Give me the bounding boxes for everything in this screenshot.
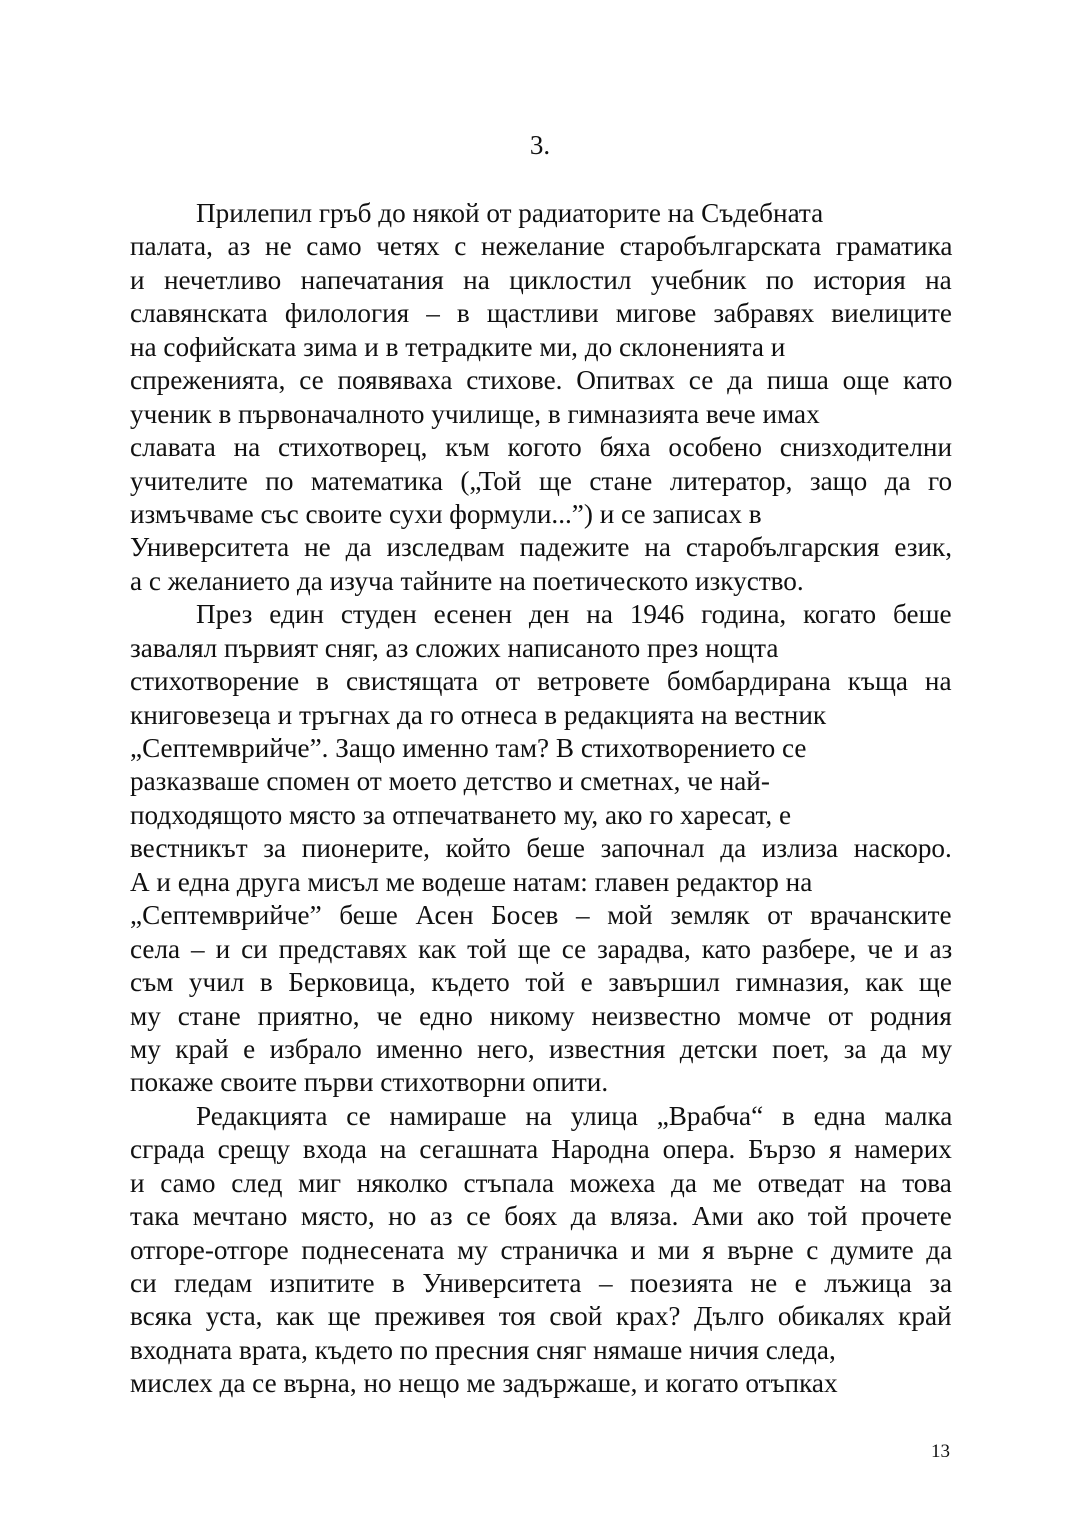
text-line: и нечетливо напечатания на циклостил учебник по история на <box>130 264 952 295</box>
text-line: ученик в първоначалното училище, в гимназията вече имах <box>130 398 820 429</box>
text-line: сграда срещу входа на сегашната Народна опера. Бързо я намерих <box>130 1134 952 1165</box>
paragraph <box>130 598 952 1100</box>
text-line: спреженията, се появяваха стихове. Опитвах се да пиша още като <box>130 365 953 396</box>
text-line: учителите по математика („Той ще стане литератор, защо да го <box>130 465 953 496</box>
paragraph <box>130 1100 952 1401</box>
text-line: палата, аз не само четях с нежелание старобългарската граматика <box>130 231 953 262</box>
text-line: а с желанието да изуча тайните на поетическото изкуство. <box>130 565 804 596</box>
text-line: Прилепил гръб до някой от радиаторите на Съдебната <box>196 198 824 228</box>
text-line: на софийската зима и в тетрадките ми, до склоненията и <box>130 331 786 362</box>
text-line: славата на стихотворец, към когото бяха особено снизходителни <box>130 432 953 463</box>
text-line: всяка уста, как ще преживея тоя свой крах? Дълго обикалях край <box>130 1301 952 1332</box>
text-line: вестникът за пионерите, който беше започнал да излиза наскоро. <box>130 833 952 864</box>
body-text <box>130 197 952 1401</box>
text-line: си гледам изпитите в Университета – поезията не е лъжица за <box>130 1268 953 1298</box>
chapter-number: 3. <box>529 130 551 160</box>
text-line: покаже своите първи стихотворни опити. <box>130 1067 609 1098</box>
text-line: книговезеца и тръгнах да го отнеса в редакцията на вестник <box>130 699 827 730</box>
text-line: така мечтано място, но аз се боях да вляза. Ами ако той прочете <box>130 1201 952 1232</box>
text-line: Редакцията се намираше на улица „Врабча“ в една малка <box>196 1100 953 1131</box>
text-line: завалял първият сняг, аз сложих написаното през нощта <box>130 632 779 663</box>
text-line: стихотворение в свистящата от ветровете бомбардирана къща на <box>130 666 952 697</box>
text-line: разказваше спомен от моето детство и сметнах, че най- <box>130 766 770 797</box>
text-line: измъчваме със своите сухи формули...”) и се записах в <box>130 498 762 529</box>
text-line: съм учил в Берковица, където той е завършил гимназия, как ще <box>130 967 952 998</box>
text-line: „Септемврийче”. Защо именно там? В стихотворението се <box>130 733 807 763</box>
text-line: подходящото място за отпечатването му, ако го харесат, е <box>130 799 792 830</box>
text-line: и само след миг няколко стъпала можеха да ме отведат на това <box>130 1167 952 1198</box>
paragraph <box>130 197 952 598</box>
text-line: села – и си представях как той ще се зарадва, като разбере, че и аз <box>130 933 953 964</box>
text-line: Университета не да изследвам падежите на старобългарския език, <box>130 532 953 563</box>
text-line: славянската филология – в щастливи мигове забравях виелиците <box>130 298 952 329</box>
text-line: През един студен есенен ден на 1946 година, когато беше <box>196 599 952 630</box>
text-line: входната врата, където по пресния сняг нямаше ничия следа, <box>130 1334 836 1365</box>
text-line: А и една друга мисъл ме водеше натам: главен редактор на <box>130 866 813 897</box>
text-line: „Септемврийче” беше Асен Босев – мой земляк от врачанските <box>130 900 952 931</box>
text-line: му край е избрало именно него, известния детски поет, за да му <box>130 1033 953 1064</box>
text-line: мислех да се върна, но нещо ме задържаше, и когато отъпках <box>130 1368 838 1399</box>
text-line: му стане приятно, че едно никому неизвестно момче от родния <box>130 1000 952 1031</box>
text-line: отгоре-отгоре поднесената му страничка и ми я върне с думите да <box>130 1234 953 1265</box>
page-number: 13 <box>931 1441 950 1462</box>
